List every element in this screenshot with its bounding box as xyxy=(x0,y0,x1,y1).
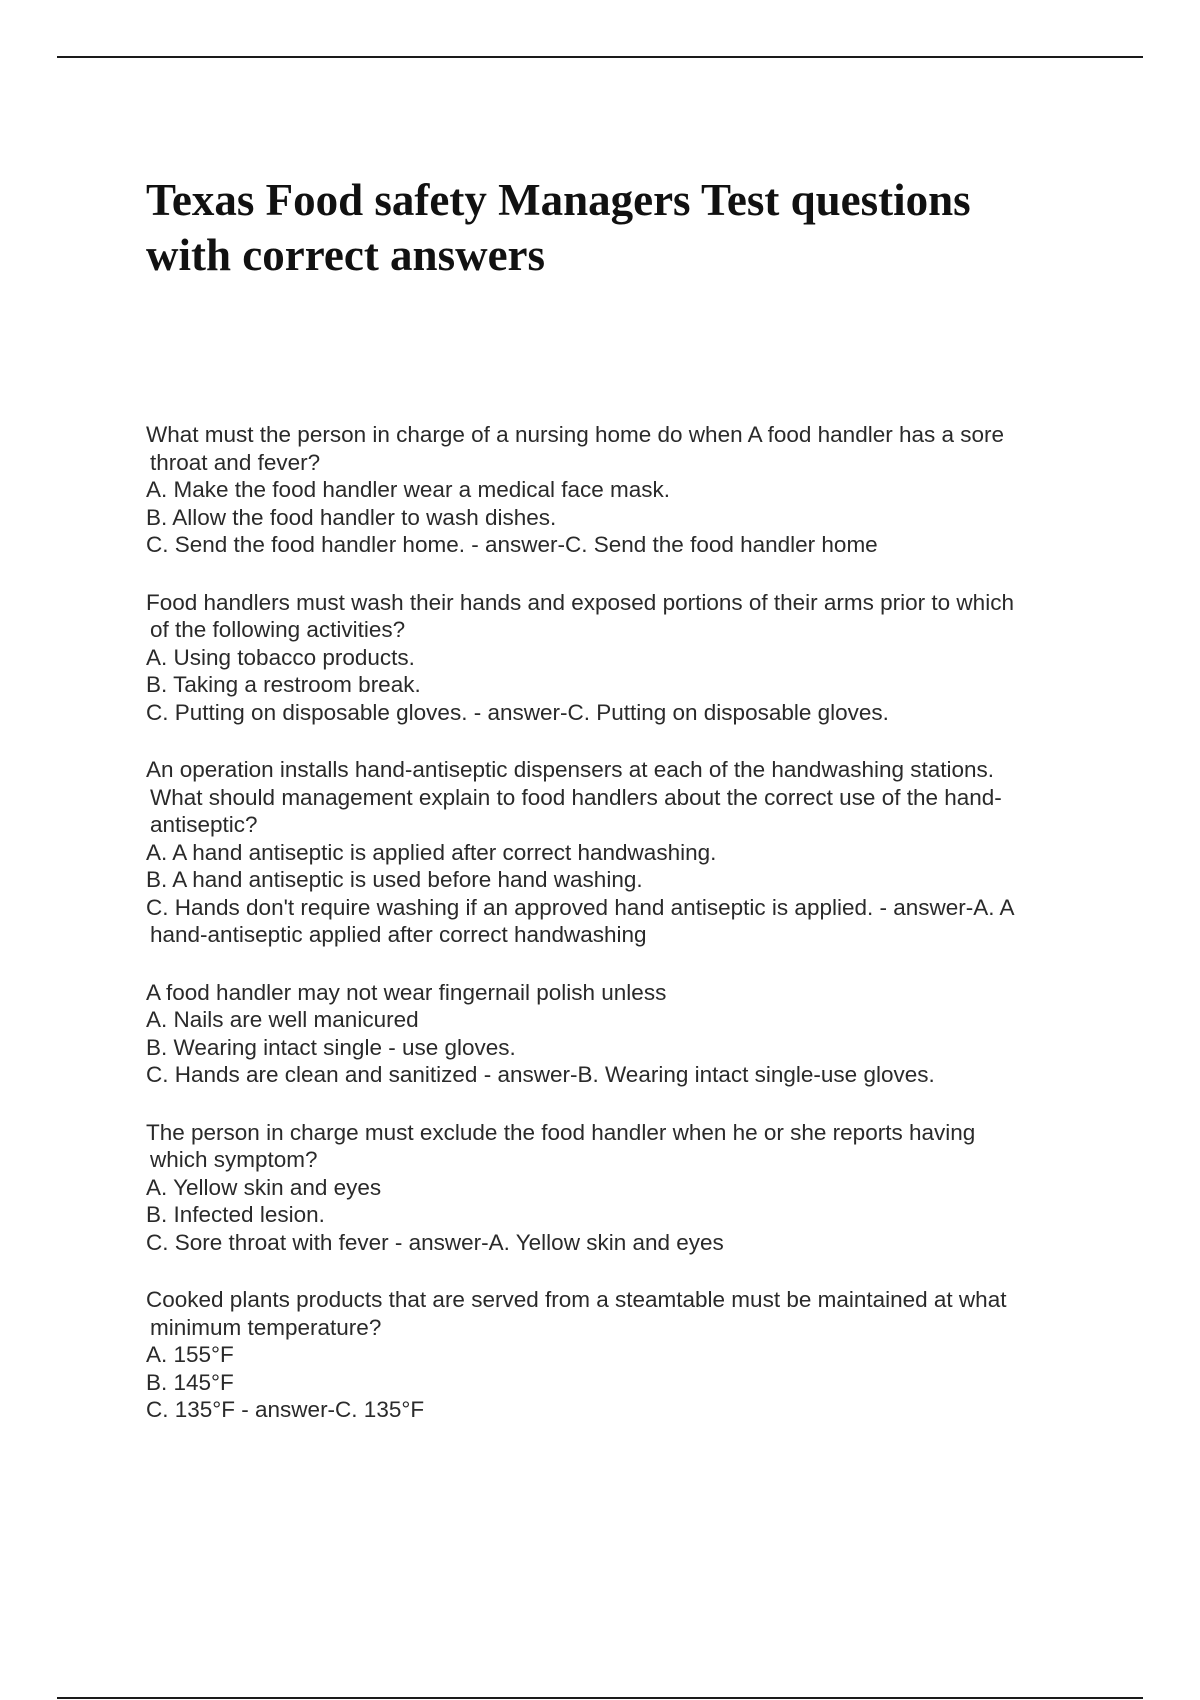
answer-option: C. Putting on disposable gloves. - answer-C. Putting on disposable gloves. xyxy=(146,699,889,725)
answer-option: A. Using tobacco products. xyxy=(146,644,415,670)
question-text-continued: antiseptic? xyxy=(150,812,258,837)
question-text: Food handlers must wash their hands and exposed portions of their arms prior to which xyxy=(146,589,1014,615)
title-line-2: with correct answers xyxy=(146,230,546,280)
question-text: Cooked plants products that are served from a steamtable must be maintained at what xyxy=(146,1287,1007,1312)
top-rule xyxy=(57,56,1143,58)
question-block xyxy=(146,589,1106,727)
question-text-continued: which symptom? xyxy=(150,1147,318,1172)
question-text-continued: of the following activities? xyxy=(150,617,406,642)
answer-option: C. Hands are clean and sanitized - answer-B. Wearing intact single-use gloves. xyxy=(146,1062,935,1087)
answer-option: B. Infected lesion. xyxy=(146,1202,325,1227)
answer-option: A. Nails are well manicured xyxy=(146,1007,419,1032)
answer-option: B. 145°F xyxy=(146,1369,234,1395)
answer-option: C. Send the food handler home. - answer-C. Send the food handler home xyxy=(146,532,878,557)
answer-option: A. Make the food handler wear a medical face mask. xyxy=(146,477,671,502)
answer-option: A. A hand antiseptic is applied after correct handwashing. xyxy=(146,839,717,865)
answer-option: A. 155°F xyxy=(146,1342,234,1367)
question-text: An operation installs hand-antiseptic dispensers at each of the handwashing stations. xyxy=(146,757,995,782)
title-line-1: Texas Food safety Managers Test questions xyxy=(146,175,971,225)
question-text-continued: throat and fever? xyxy=(150,449,321,475)
question-text-continued: What should management explain to food handlers about the correct use of the hand- xyxy=(150,784,1002,810)
bottom-rule xyxy=(57,1697,1143,1699)
question-list xyxy=(146,421,1106,1454)
answer-option: B. A hand antiseptic is used before hand washing. xyxy=(146,867,643,892)
answer-option: B. Allow the food handler to wash dishes. xyxy=(146,504,557,530)
question-text: A food handler may not wear fingernail polish unless xyxy=(146,979,667,1005)
answer-option: B. Taking a restroom break. xyxy=(146,672,421,697)
answer-option: C. Sore throat with fever - answer-A. Yellow skin and eyes xyxy=(146,1229,724,1255)
question-text: What must the person in charge of a nursing home do when A food handler has a sore xyxy=(146,422,1005,447)
document-title xyxy=(146,173,1106,283)
answer-option: B. Wearing intact single - use gloves. xyxy=(146,1034,516,1060)
question-block xyxy=(146,756,1106,949)
answer-option: C. Hands don't require washing if an approved hand antiseptic is applied. - answer-A. A xyxy=(146,894,1015,920)
question-text-continued: hand-antiseptic applied after correct handwashing xyxy=(150,922,647,947)
question-block xyxy=(146,1119,1106,1257)
question-block xyxy=(146,979,1106,1089)
question-block xyxy=(146,421,1106,559)
question-text-continued: minimum temperature? xyxy=(150,1314,382,1340)
answer-option: A. Yellow skin and eyes xyxy=(146,1174,382,1200)
answer-option: C. 135°F - answer-C. 135°F xyxy=(146,1397,425,1422)
question-text: The person in charge must exclude the food handler when he or she reports having xyxy=(146,1119,976,1145)
question-block xyxy=(146,1286,1106,1424)
